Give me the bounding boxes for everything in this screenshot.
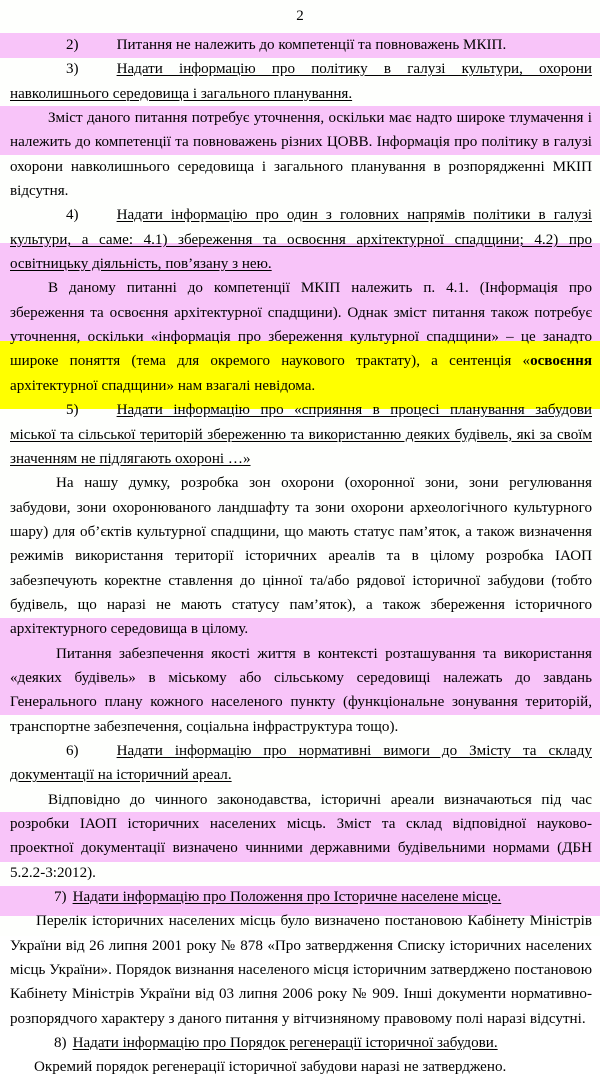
list-number-2: 2) bbox=[66, 37, 79, 53]
paragraph-item-4-answer bbox=[10, 276, 592, 398]
paragraph-item-8-answer: Окремий порядок регенерації історичної забудови наразі не затверджено. bbox=[34, 1059, 507, 1076]
document-body bbox=[10, 33, 592, 1080]
list-number-6: 6) bbox=[66, 742, 79, 759]
list-number-3: 3) bbox=[66, 61, 79, 78]
paragraph-item-2 bbox=[10, 33, 592, 57]
page-number: 2 bbox=[296, 8, 304, 24]
paragraph-item-3 bbox=[10, 57, 592, 106]
paragraph-item-7-text: Надати інформацію про Положення про Історичне населене місце. bbox=[72, 889, 502, 906]
list-number-4: 4) bbox=[66, 207, 79, 224]
paragraph-item-6-answer: Відповідно до чинного законодавства, історичні ареали визначаються під час розробки ІАОП історичних населених місць. Зміст та склад відповідної науково-проектної документації визначено чинними державними будівельними нормами (ДБН 5.2.2-3:2012). bbox=[10, 791, 592, 881]
list-number-5: 5) bbox=[66, 402, 79, 419]
paragraph-item-5-text: Надати інформацію про «сприяння в процесі планування забудови міської та сільської територій збереженню та використанню деяких будівель, які за своїм значенням не підлягають охороні …» bbox=[10, 402, 592, 467]
paragraph-item-5 bbox=[10, 398, 592, 471]
emphasis-osvoiennia: освоєння bbox=[530, 353, 592, 370]
list-number-8: 8) bbox=[54, 1035, 67, 1052]
paragraph-item-2-text: Питання не належить до компетенції та повноважень МКІП. bbox=[116, 37, 507, 53]
paragraph-item-4-answer-part-a: В даному питанні до компетенції МКІП належить п. 4.1. (Інформація про збереження та освоєння архітектурної спадщини). Однак зміст питання також потребує уточнення, оскільки «інформація про збереження культурної спадщини» – це занадто широке поняття (тема для окремого наукового трактату), а сентенція « bbox=[10, 280, 592, 370]
list-number-7: 7) bbox=[54, 889, 67, 906]
paragraph-item-3-answer: Зміст даного питання потребує уточнення, оскільки має надто широке тлумачення і належить до компетенції та повноважень різних ЦОВВ. Інформація про політику в галузі охорони навколишнього середовища і загального планування в розпорядженні МКІП відсутня. bbox=[10, 110, 592, 200]
paragraph-item-4 bbox=[10, 203, 592, 276]
paragraph-item-7 bbox=[10, 885, 592, 909]
paragraph-item-5-answer-2: Питання забезпечення якості життя в контексті розташування та використання «деяких будівель» в міському або сільському середовищі належать до завдань Генерального плану кожного населеного пункту (функціональне зонування територій, транспортне забезпечення, соціальна інфраструктура тощо). bbox=[10, 645, 592, 735]
paragraph-item-4-answer-part-b: архітектурної спадщини» нам взагалі невідома. bbox=[10, 377, 316, 394]
paragraph-item-6-text: Надати інформацію про нормативні вимоги до Змісту та складу документації на історичний ареал. bbox=[10, 742, 592, 784]
paragraph-item-3-text: Надати інформацію про політику в галузі культури, охорони навколишнього середовища і загального планування. bbox=[10, 61, 592, 102]
paragraph-item-7-answer: Перелік історичних населених місць було визначено постановою Кабінету Міністрів України від 26 липня 2001 року № 878 «Про затвердження Списку історичних населених місць України». Порядок визнання населеного місця історичним затверджено постановою Кабінету Міністрів України від 03 липня 2006 року № 909. Інші документи нормативно-розпорядчого характеру з даного питання у вітчизняному правовому полі наразі відсутні. bbox=[10, 913, 592, 1027]
paragraph-item-4-text: Надати інформацію про один з головних напрямів політики в галузі культури, а саме: 4.1) збереження та освоєння архітектурної спадщини; 4.2) про освітницьку діяльність, пов’язану з нею. bbox=[10, 207, 592, 273]
paragraph-item-6 bbox=[10, 739, 592, 788]
paragraph-item-5-answer-1: На нашу думку, розробка зон охорони (охоронної зони, зони регулювання забудови, зони охоронюваного ландшафту та зони охорони археологічного культурного шару) для об’єктів культурної спадщини, що мають статус пам’яток, а також визначення режимів використання території історичних ареалів та в цілому розробка ІАОП забезпечують коректне ставлення до цінної та/або рядової історичної забудови (тобто будівель, що наразі не мають статусу пам’яток), а також збереження історичного архітектурного середовища в цілому. bbox=[10, 475, 592, 638]
paragraph-item-8 bbox=[10, 1031, 592, 1055]
paragraph-item-8-text: Надати інформацію про Порядок регенерації історичної забудови. bbox=[72, 1035, 498, 1052]
